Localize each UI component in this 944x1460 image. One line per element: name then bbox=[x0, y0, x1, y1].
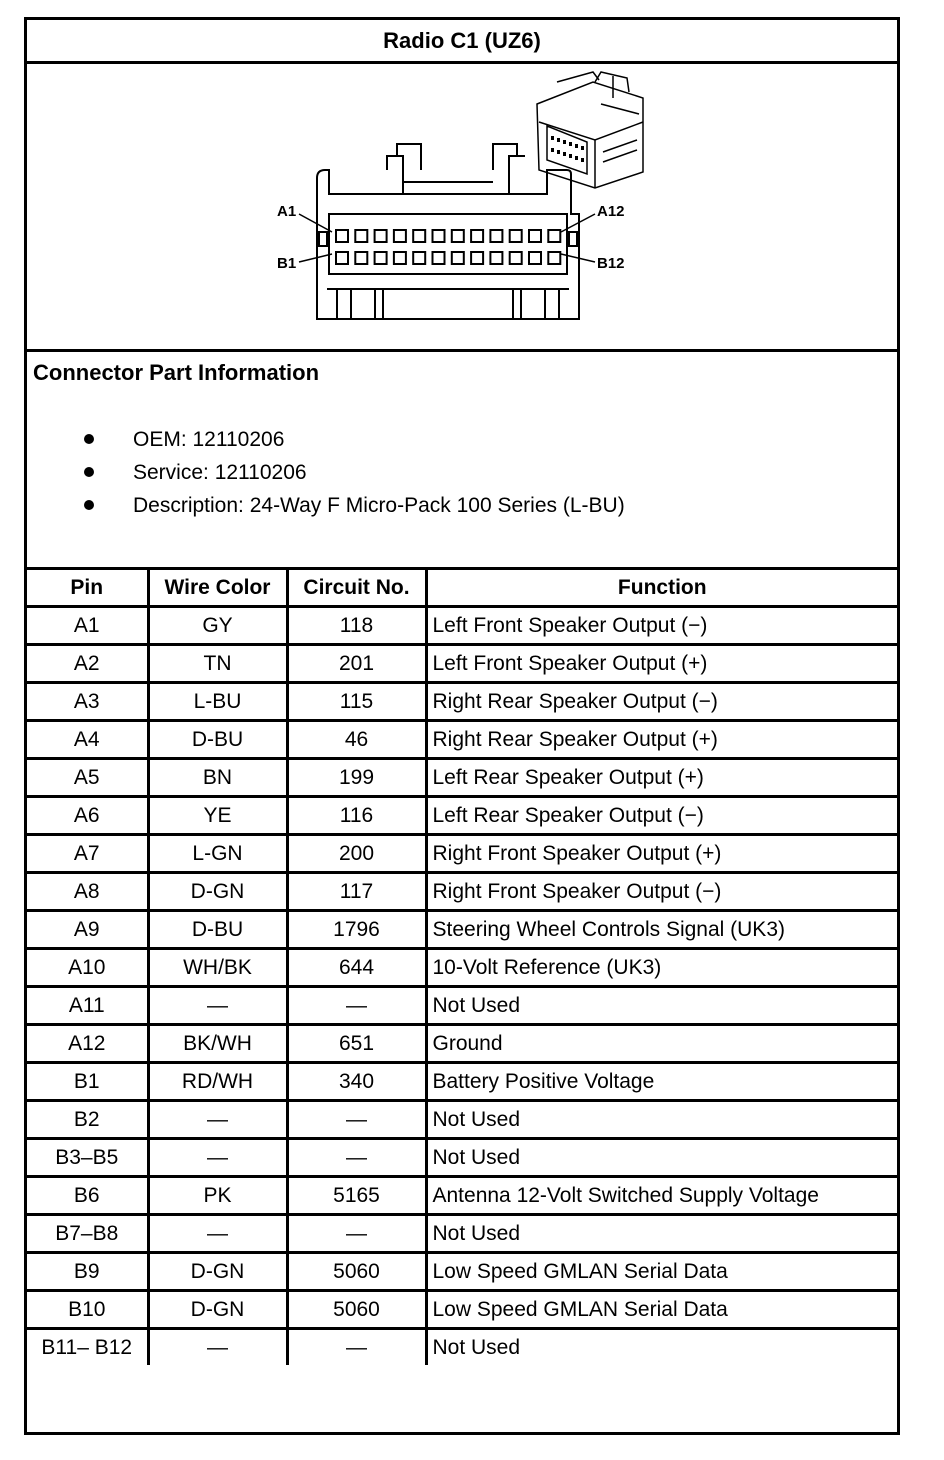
cell-wire-color: PK bbox=[148, 1177, 287, 1215]
connector-drawing bbox=[27, 64, 897, 349]
cell-circuit-no: 651 bbox=[287, 1025, 426, 1063]
cell-function: Right Front Speaker Output (−) bbox=[426, 873, 897, 911]
pin-cavity-a bbox=[336, 230, 348, 242]
table-row bbox=[27, 797, 897, 835]
bullet-icon bbox=[84, 467, 94, 477]
cell-circuit-no: 116 bbox=[287, 797, 426, 835]
cell-function: Battery Positive Voltage bbox=[426, 1063, 897, 1101]
cell-pin: B9 bbox=[27, 1253, 148, 1291]
cell-circuit-no: 201 bbox=[287, 645, 426, 683]
table-row bbox=[27, 835, 897, 873]
cell-wire-color: D-BU bbox=[148, 911, 287, 949]
cell-pin: A1 bbox=[27, 607, 148, 645]
cell-wire-color: — bbox=[148, 987, 287, 1025]
info-item-description bbox=[27, 494, 625, 527]
cell-wire-color: L-GN bbox=[148, 835, 287, 873]
table-row bbox=[27, 1063, 897, 1101]
cell-circuit-no: 644 bbox=[287, 949, 426, 987]
cell-function: Low Speed GMLAN Serial Data bbox=[426, 1291, 897, 1329]
pin-cavity-a bbox=[394, 230, 406, 242]
bullet-icon bbox=[84, 434, 94, 444]
pin-row-b bbox=[336, 252, 560, 264]
cell-function: Not Used bbox=[426, 1329, 897, 1366]
cell-wire-color: D-GN bbox=[148, 873, 287, 911]
table-row bbox=[27, 1253, 897, 1291]
pin-cavity-a bbox=[510, 230, 522, 242]
pin-cavity-b bbox=[336, 252, 348, 264]
table-row bbox=[27, 949, 897, 987]
cell-pin: B7–B8 bbox=[27, 1215, 148, 1253]
header-function: Function bbox=[426, 570, 897, 607]
bullet-icon bbox=[84, 500, 94, 510]
cell-function: Not Used bbox=[426, 1139, 897, 1177]
cell-function: Not Used bbox=[426, 1215, 897, 1253]
page-title: Radio C1 (UZ6) bbox=[27, 20, 897, 64]
table-row bbox=[27, 1025, 897, 1063]
pin-cavity-b bbox=[452, 252, 464, 264]
cell-circuit-no: 340 bbox=[287, 1063, 426, 1101]
info-item-oem bbox=[27, 428, 625, 461]
cell-wire-color: — bbox=[148, 1101, 287, 1139]
cell-circuit-no: — bbox=[287, 1101, 426, 1139]
table-row bbox=[27, 1101, 897, 1139]
cell-wire-color: — bbox=[148, 1215, 287, 1253]
pin-cavity-b bbox=[510, 252, 522, 264]
cell-circuit-no: 115 bbox=[287, 683, 426, 721]
cell-pin: B10 bbox=[27, 1291, 148, 1329]
pin-cavity-b bbox=[394, 252, 406, 264]
info-heading: Connector Part Information bbox=[33, 360, 320, 385]
cell-pin: B2 bbox=[27, 1101, 148, 1139]
cell-pin: B6 bbox=[27, 1177, 148, 1215]
pin-cavity-b bbox=[490, 252, 502, 264]
info-item-text: Description: 24-Way F Micro-Pack 100 Series (L-BU) bbox=[133, 494, 625, 517]
cell-wire-color: TN bbox=[148, 645, 287, 683]
cell-circuit-no: 117 bbox=[287, 873, 426, 911]
table-row bbox=[27, 1329, 897, 1366]
connector-sheet bbox=[24, 17, 900, 1435]
cell-circuit-no: 46 bbox=[287, 721, 426, 759]
cell-pin: A9 bbox=[27, 911, 148, 949]
cell-function: 10-Volt Reference (UK3) bbox=[426, 949, 897, 987]
cell-wire-color: WH/BK bbox=[148, 949, 287, 987]
pin-cavity-b bbox=[433, 252, 445, 264]
table-row bbox=[27, 1291, 897, 1329]
cell-circuit-no: 118 bbox=[287, 607, 426, 645]
pin-cavity-a bbox=[529, 230, 541, 242]
cell-function: Left Front Speaker Output (−) bbox=[426, 607, 897, 645]
cell-function: Low Speed GMLAN Serial Data bbox=[426, 1253, 897, 1291]
cell-wire-color: BK/WH bbox=[148, 1025, 287, 1063]
cell-circuit-no: 200 bbox=[287, 835, 426, 873]
cell-pin: A5 bbox=[27, 759, 148, 797]
cell-pin: A6 bbox=[27, 797, 148, 835]
table-row bbox=[27, 873, 897, 911]
cell-wire-color: L-BU bbox=[148, 683, 287, 721]
pin-cavity-a bbox=[471, 230, 483, 242]
cell-function: Left Rear Speaker Output (+) bbox=[426, 759, 897, 797]
label-b1: B1 bbox=[277, 255, 297, 272]
table-row bbox=[27, 683, 897, 721]
cell-pin: B1 bbox=[27, 1063, 148, 1101]
pin-cavity-a bbox=[452, 230, 464, 242]
header-circuit-no: Circuit No. bbox=[287, 570, 426, 607]
cell-pin: A4 bbox=[27, 721, 148, 759]
connector-isometric-pins bbox=[551, 136, 584, 162]
cell-function: Antenna 12-Volt Switched Supply Voltage bbox=[426, 1177, 897, 1215]
cell-pin: A8 bbox=[27, 873, 148, 911]
pin-cavity-a bbox=[490, 230, 502, 242]
cell-pin: A12 bbox=[27, 1025, 148, 1063]
info-item-text: Service: 12110206 bbox=[133, 461, 307, 484]
table-row bbox=[27, 607, 897, 645]
cell-wire-color: YE bbox=[148, 797, 287, 835]
cell-pin: B11– B12 bbox=[27, 1329, 148, 1366]
info-item-service bbox=[27, 461, 625, 494]
cell-wire-color: D-GN bbox=[148, 1253, 287, 1291]
connector-diagram bbox=[27, 64, 897, 352]
cell-wire-color: D-BU bbox=[148, 721, 287, 759]
table-row bbox=[27, 911, 897, 949]
pin-cavity-a bbox=[433, 230, 445, 242]
cell-wire-color: — bbox=[148, 1329, 287, 1366]
cell-function: Ground bbox=[426, 1025, 897, 1063]
cell-circuit-no: — bbox=[287, 1139, 426, 1177]
info-item-text: OEM: 12110206 bbox=[133, 428, 285, 451]
pin-cavity-b bbox=[548, 252, 560, 264]
cell-pin: B3–B5 bbox=[27, 1139, 148, 1177]
cell-circuit-no: — bbox=[287, 987, 426, 1025]
info-list bbox=[27, 428, 625, 527]
table-row bbox=[27, 1177, 897, 1215]
pin-cavity-a bbox=[548, 230, 560, 242]
label-a12: A12 bbox=[597, 203, 625, 220]
cell-wire-color: — bbox=[148, 1139, 287, 1177]
table-row bbox=[27, 759, 897, 797]
pin-cavity-a bbox=[355, 230, 367, 242]
pin-cavity-a bbox=[375, 230, 387, 242]
cell-circuit-no: 1796 bbox=[287, 911, 426, 949]
cell-circuit-no: 5060 bbox=[287, 1291, 426, 1329]
cell-circuit-no: 5060 bbox=[287, 1253, 426, 1291]
header-wire-color: Wire Color bbox=[148, 570, 287, 607]
pin-cavity-b bbox=[375, 252, 387, 264]
cell-wire-color: RD/WH bbox=[148, 1063, 287, 1101]
table-header-row bbox=[27, 570, 897, 607]
label-a1: A1 bbox=[277, 203, 297, 220]
label-b12: B12 bbox=[597, 255, 625, 272]
cell-function: Not Used bbox=[426, 987, 897, 1025]
table-row bbox=[27, 987, 897, 1025]
cell-circuit-no: — bbox=[287, 1329, 426, 1366]
cell-function: Steering Wheel Controls Signal (UK3) bbox=[426, 911, 897, 949]
pin-row-a bbox=[336, 230, 560, 242]
pin-cavity-b bbox=[529, 252, 541, 264]
table-row bbox=[27, 1139, 897, 1177]
table-row bbox=[27, 1215, 897, 1253]
table-row bbox=[27, 645, 897, 683]
cell-wire-color: GY bbox=[148, 607, 287, 645]
cell-pin: A11 bbox=[27, 987, 148, 1025]
cell-circuit-no: — bbox=[287, 1215, 426, 1253]
pin-cavity-b bbox=[355, 252, 367, 264]
cell-wire-color: BN bbox=[148, 759, 287, 797]
table-row bbox=[27, 721, 897, 759]
header-pin: Pin bbox=[27, 570, 148, 607]
cell-pin: A7 bbox=[27, 835, 148, 873]
cell-circuit-no: 5165 bbox=[287, 1177, 426, 1215]
pin-cavity-a bbox=[413, 230, 425, 242]
cell-wire-color: D-GN bbox=[148, 1291, 287, 1329]
pin-cavity-b bbox=[413, 252, 425, 264]
pin-cavity-b bbox=[471, 252, 483, 264]
cell-function: Right Front Speaker Output (+) bbox=[426, 835, 897, 873]
pinout-table bbox=[27, 570, 897, 1365]
cell-function: Left Front Speaker Output (+) bbox=[426, 645, 897, 683]
cell-function: Left Rear Speaker Output (−) bbox=[426, 797, 897, 835]
connector-part-information bbox=[27, 352, 897, 570]
cell-function: Right Rear Speaker Output (−) bbox=[426, 683, 897, 721]
cell-pin: A2 bbox=[27, 645, 148, 683]
cell-function: Not Used bbox=[426, 1101, 897, 1139]
cell-function: Right Rear Speaker Output (+) bbox=[426, 721, 897, 759]
cell-pin: A10 bbox=[27, 949, 148, 987]
cell-pin: A3 bbox=[27, 683, 148, 721]
cell-circuit-no: 199 bbox=[287, 759, 426, 797]
